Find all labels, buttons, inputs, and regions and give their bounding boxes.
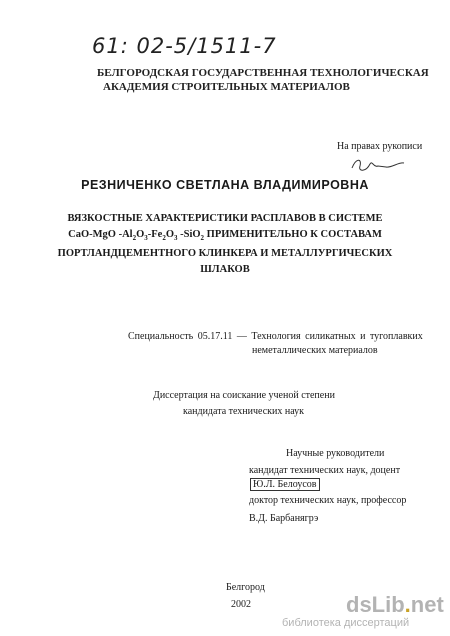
supervisor-2-title: доктор технических наук, профессор [249,495,407,506]
watermark-subtitle: библиотека диссертаций [282,617,410,629]
handwritten-catalog-number: 61: 02-5/1511-7 [92,34,277,58]
title-line-3: ПОРТЛАНДЦЕМЕНТНОГО КЛИНКЕРА И МЕТАЛЛУРГИЧЕСКИХ [57,248,393,260]
specialty-continuation: неметаллических материалов [252,345,378,356]
university-line-2: АКАДЕМИЯ СТРОИТЕЛЬНЫХ МАТЕРИАЛОВ [103,81,350,93]
supervisor-1-name: Ю.Л. Белоусов [250,478,320,491]
university-name [97,66,429,94]
manuscript-rights: На правах рукописи [337,141,423,152]
watermark-logo: dsLib.net [346,592,444,617]
author-name: РЕЗНИЧЕНКО СВЕТЛАНА ВЛАДИМИРОВНА [81,178,369,192]
year: 2002 [231,599,251,610]
title-line-2: CaO-MgO $-Al_2O_3-Fe_2O_3$ -SiO$_2$ ПРИМЕНИТЕЛЬНО К СОСТАВАМ [68,229,382,243]
dissertation-title [20,211,430,278]
title-line-1: ВЯЗКОСТНЫЕ ХАРАКТЕРИСТИКИ РАСПЛАВОВ В СИСТЕМЕ [67,213,383,224]
supervisor-1-title: кандидат технических наук, доцент [249,465,401,476]
supervisors-heading: Научные руководители [286,448,385,459]
supervisor-2-name: В.Д. Барбанягрэ [249,513,319,524]
signature-icon [348,154,408,176]
city: Белгород [226,582,265,593]
degree-line-2: кандидата технических наук [183,406,305,417]
degree-line-1: Диссертация на соискание ученой степени [153,390,335,401]
university-line-1: БЕЛГОРОДСКАЯ ГОСУДАРСТВЕННАЯ ТЕХНОЛОГИЧЕСКАЯ [97,67,429,79]
title-line-4: ШЛАКОВ [200,264,250,276]
specialty-label: Специальность 05.17.11 — Технология силикатных и тугоплавких [128,331,423,342]
